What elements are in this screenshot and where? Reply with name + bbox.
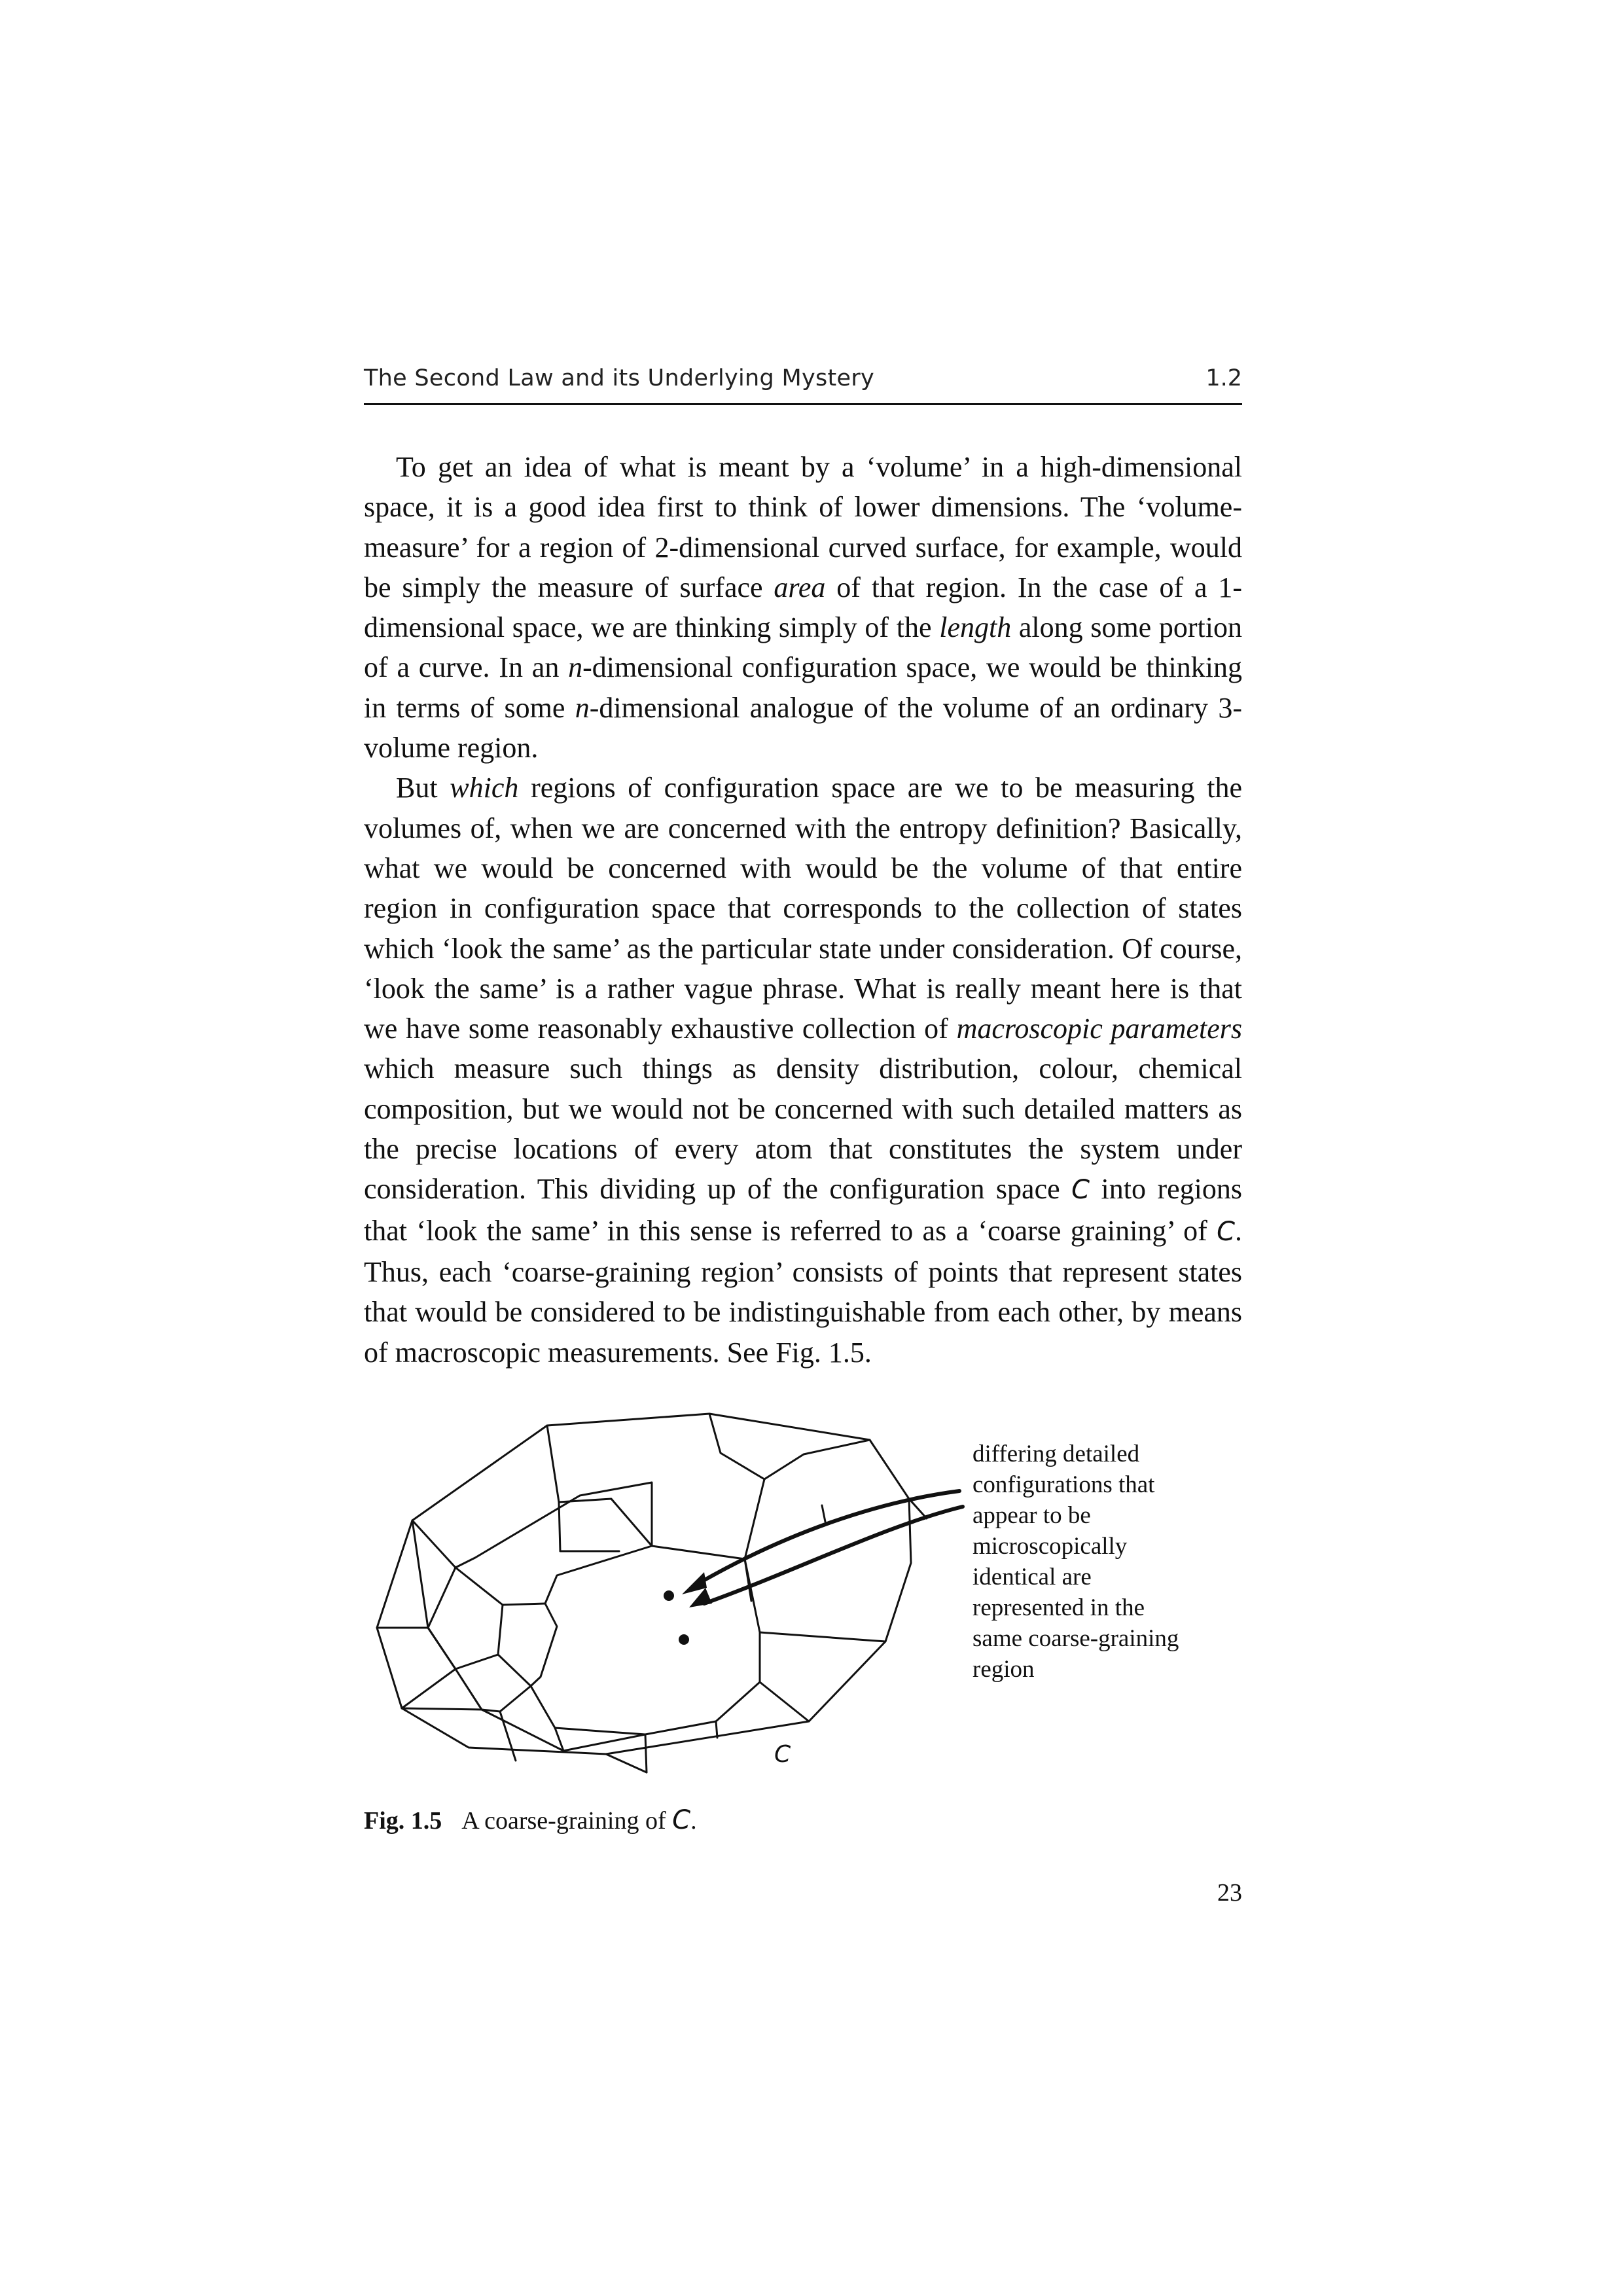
paragraph-1-text-3: along some portion of a curve. In an	[364, 611, 1243, 684]
cell-edge	[645, 1734, 647, 1772]
configuration-space-symbol: C	[1217, 1216, 1235, 1247]
configuration-space-symbol: C	[1071, 1175, 1090, 1206]
section-number: 1.2	[1205, 365, 1242, 391]
arrow-upper	[698, 1491, 959, 1584]
outer-boundary	[377, 1414, 911, 1754]
cell-edge	[428, 1628, 455, 1669]
paragraph-1-text-2: of that region. In the case of a 1-dimensional space, we are thinking simply of the	[364, 571, 1242, 644]
cell-edge	[455, 1605, 503, 1669]
emphasis-n-1: n	[568, 651, 583, 684]
caption-symbol: C	[672, 1805, 691, 1835]
caption-label: Fig. 1.5	[364, 1807, 442, 1835]
figure-annotation: differing detailed configurations that appear to be microscopically identical are represented in the same coarse-graining region	[972, 1441, 1179, 1683]
emphasis-n-2: n	[575, 691, 590, 724]
paragraph-1	[364, 447, 1242, 768]
cell-edge	[606, 1754, 647, 1772]
figure-coarse-graining	[364, 1407, 1242, 1813]
cell-edge	[745, 1479, 764, 1559]
body-text	[364, 447, 1242, 1372]
state-point-2	[679, 1634, 689, 1645]
emphasis-macroscopic-parameters: macroscopic parameters	[956, 1013, 1242, 1045]
cell-edge	[545, 1546, 652, 1604]
cell-edge	[909, 1499, 927, 1518]
running-title: The Second Law and its Underlying Mystery	[364, 365, 875, 391]
cell-edge	[402, 1669, 455, 1708]
cell-edge	[716, 1721, 717, 1738]
cell-edge	[760, 1632, 885, 1641]
emphasis-length: length	[939, 611, 1012, 644]
cell-edge	[559, 1502, 619, 1551]
cell-edge	[531, 1604, 557, 1686]
figure-caption	[364, 1805, 697, 1835]
emphasis-area: area	[774, 571, 826, 603]
paragraph-2-text-2: regions of configuration space are we to be measuring the volumes of, when we are concerned with the entropy definition? Basically, what we would be concerned with would be the volume of that entire region in configuration space that corresponds to the collection of states which ‘look the same’ as the particular state under consideration. Of course, ‘look the same’ is a rather vague phrase. What is really meant here is that we have some reasonably exhaustive collection of	[364, 772, 1242, 1045]
cell-edge	[745, 1559, 751, 1601]
configuration-space-label: C	[774, 1741, 791, 1768]
paragraph-1-text-5: -dimensional analogue of the volume of an ordinary 3-volume region.	[364, 691, 1242, 764]
emphasis-which: which	[450, 772, 519, 804]
running-header	[364, 359, 1242, 405]
cell-edge	[500, 1712, 516, 1761]
cell-edge	[760, 1682, 809, 1721]
cell-edge	[402, 1708, 482, 1710]
cell-edge	[709, 1414, 764, 1479]
paragraph-2	[364, 768, 1242, 1372]
state-points	[664, 1590, 689, 1645]
arrows	[698, 1491, 963, 1604]
page-number: 23	[1217, 1879, 1242, 1907]
cell-edge	[482, 1655, 531, 1712]
cell-edge	[559, 1499, 652, 1546]
cell-edge	[555, 1728, 645, 1734]
state-point-1	[664, 1590, 674, 1601]
cell-edge	[455, 1568, 545, 1605]
paragraph-2-text-4: into regions that ‘look the same’ in this sense is referred to as a ‘coarse graining’ of	[364, 1173, 1242, 1247]
cell-edge	[547, 1426, 559, 1502]
paragraph-2-text-3: which measure such things as density distribution, colour, chemical composition, but we would not be concerned with such detailed matters as the precise locations of every atom that constitutes the system under consideration. This dividing up of the configuration space	[364, 1052, 1242, 1206]
caption-end: .	[690, 1807, 697, 1835]
cell-edge	[822, 1505, 825, 1522]
cell-edge	[531, 1686, 563, 1751]
paragraph-1-text-4: -dimensional configuration space, we would be thinking in terms of some	[364, 651, 1242, 724]
cell-edge	[412, 1520, 428, 1628]
cell-edge	[764, 1440, 870, 1479]
paragraph-2-text-1: But	[396, 772, 450, 804]
paragraph-1-text-1: To get an idea of what is meant by a ‘volume’ in a high-dimensional space, it is a good idea first to think of lower dimensions. The ‘volume-measure’ for a region of 2-dimensional curved surface, for example, would be simply the measure of surface	[364, 451, 1242, 603]
caption-text: A coarse-graining of	[461, 1807, 673, 1835]
paragraph-2-text-5: . Thus, each ‘coarse-graining region’ consists of points that represent states that would be considered to be indistinguishable from each other, by means of macroscopic measurements. See Fig. 1.5.	[364, 1214, 1242, 1369]
inner-region	[428, 1482, 760, 1751]
